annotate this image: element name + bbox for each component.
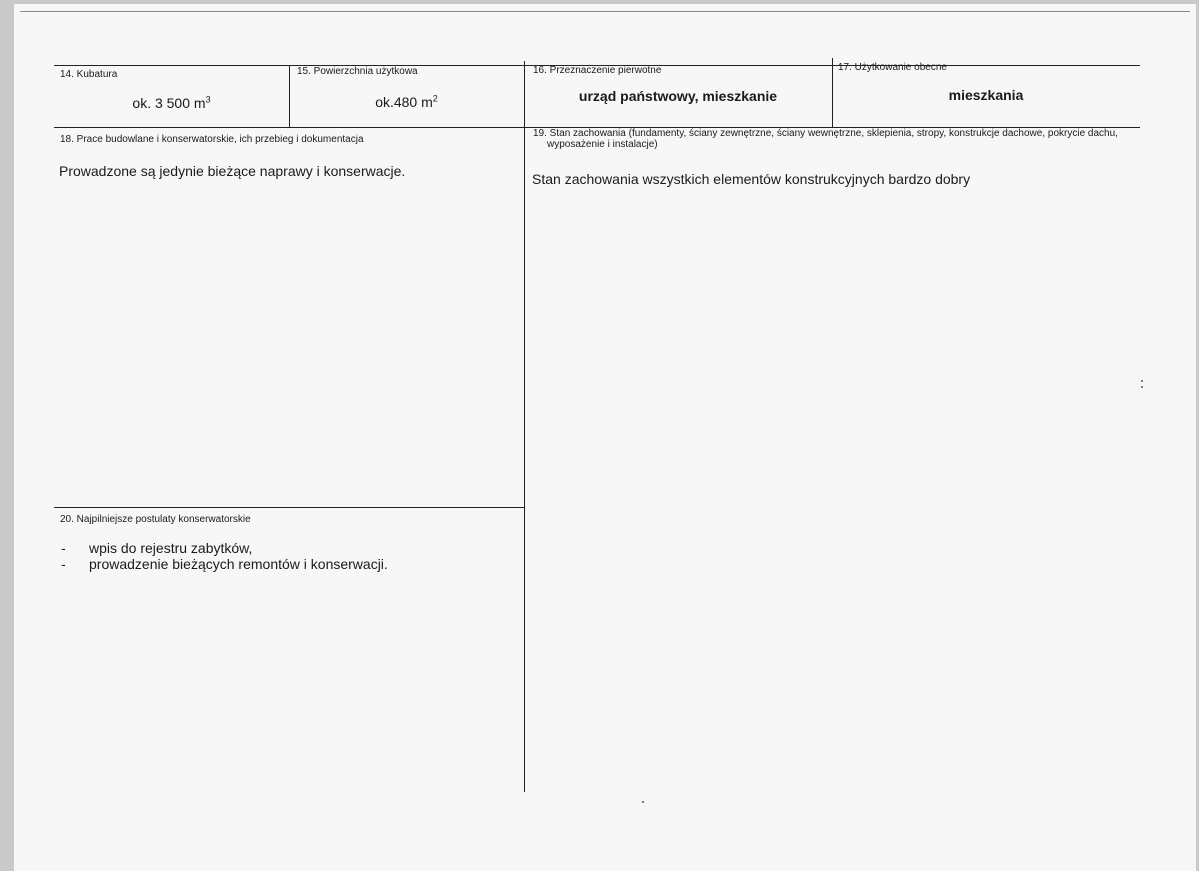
field15-label: 15. Powierzchnia użytkowa <box>297 66 418 77</box>
form-page <box>14 4 1196 871</box>
list-item: - prowadzenie bieżących remontów i konserwacji. <box>61 556 388 572</box>
field14-exponent: 3 <box>205 94 211 105</box>
field19-value: Stan zachowania wszystkich elementów konstrukcyjnych bardzo dobry <box>532 171 971 187</box>
field20-top-line <box>54 507 524 508</box>
field14-label: 14. Kubatura <box>60 69 118 80</box>
center-divider <box>524 61 525 792</box>
field16-value: urząd państwowy, mieszkanie <box>578 88 778 104</box>
field18-label: 18. Prace budowlane i konserwatorskie, ich przebieg i dokumentacja <box>60 134 364 145</box>
field18-value: Prowadzone są jedynie bieżące naprawy i konserwacje. <box>59 163 406 179</box>
field19-label: 19. Stan zachowania (fundamenty, ściany zewnętrzne, ściany wewnętrzne, sklepienia, stropy, konstrukcje dachowe, pokrycie dachu, wyposażenie i instalacje) <box>533 128 1118 150</box>
scan-speck <box>1141 386 1143 388</box>
field20-label: 20. Najpilniejsze postulaty konserwatorskie <box>60 514 251 525</box>
scan-speck <box>642 801 644 803</box>
field17-label: 17. Użytkowanie obecne <box>838 62 947 73</box>
list-item: - wpis do rejestru zabytków, <box>61 540 388 556</box>
top-rule <box>20 11 1190 12</box>
scan-speck <box>1141 380 1143 382</box>
field20-list <box>61 540 388 572</box>
field16-label: 16. Przeznaczenie pierwotne <box>533 65 662 76</box>
field15-value: ok.480 $m^2$ <box>375 93 438 110</box>
field17-value: mieszkania <box>948 87 1024 103</box>
field15-exponent: 2 <box>432 93 438 104</box>
field14-value: ok. 3 500 $m^3$ <box>132 94 211 111</box>
